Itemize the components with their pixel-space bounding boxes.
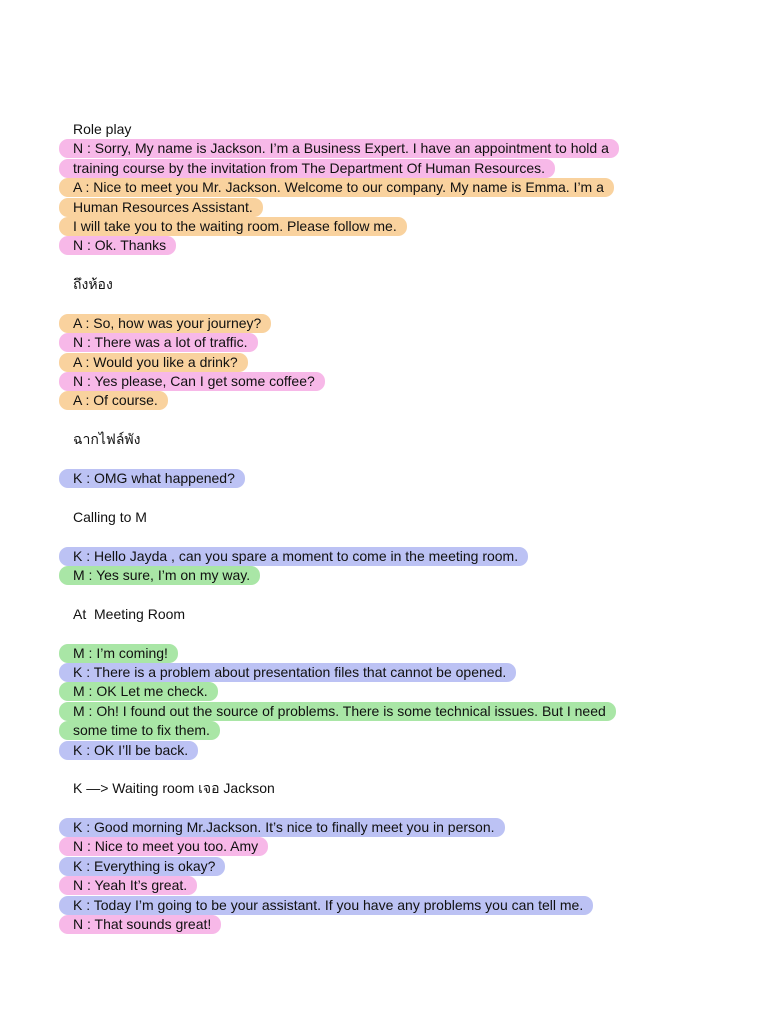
highlighted-text-speaker-m: M : OK Let me check. bbox=[59, 682, 218, 701]
highlighted-text-speaker-a: A : Would you like a drink? bbox=[59, 353, 248, 372]
scene-heading-text: Calling to M bbox=[73, 508, 147, 525]
dialogue-line bbox=[73, 217, 713, 236]
highlighted-text-speaker-a: A : So, how was your journey? bbox=[59, 314, 271, 333]
highlighted-text-speaker-n: N : Yeah It’s great. bbox=[59, 876, 197, 895]
highlighted-text-speaker-k: K : There is a problem about presentation files that cannot be opened. bbox=[59, 663, 516, 682]
dialogue-line bbox=[73, 915, 713, 934]
scene-heading-text: K —> Waiting room เจอ Jackson bbox=[73, 780, 275, 797]
highlighted-text-speaker-n: N : Yes please, Can I get some coffee? bbox=[59, 372, 325, 391]
highlighted-text-speaker-a: A : Nice to meet you Mr. Jackson. Welcome to our company. My name is Emma. I’m a bbox=[59, 178, 614, 197]
dialogue-line bbox=[73, 547, 713, 566]
scene-heading bbox=[73, 275, 713, 294]
dialogue-line bbox=[73, 314, 713, 333]
highlighted-text-speaker-m: M : Yes sure, I’m on my way. bbox=[59, 566, 260, 585]
dialogue-line bbox=[73, 837, 713, 856]
highlighted-text-speaker-n: N : That sounds great! bbox=[59, 915, 221, 934]
blank-line bbox=[73, 295, 713, 314]
highlighted-text-speaker-m: M : Oh! I found out the source of problems. There is some technical issues. But I need bbox=[59, 702, 616, 721]
dialogue-line bbox=[73, 333, 713, 352]
dialogue-line bbox=[73, 818, 713, 837]
highlighted-text-speaker-k: K : OK I’ll be back. bbox=[59, 741, 198, 760]
blank-line bbox=[73, 585, 713, 604]
dialogue-line bbox=[73, 178, 713, 197]
blank-line bbox=[73, 411, 713, 430]
dialogue-line bbox=[73, 741, 713, 760]
dialogue-line bbox=[73, 353, 713, 372]
dialogue-line bbox=[73, 139, 713, 158]
dialogue-line bbox=[73, 372, 713, 391]
role-play-script bbox=[73, 120, 713, 934]
scene-heading-text: ถึงห้อง bbox=[73, 276, 113, 293]
dialogue-line bbox=[73, 876, 713, 895]
blank-line bbox=[73, 488, 713, 507]
highlighted-text-speaker-a: Human Resources Assistant. bbox=[59, 198, 263, 217]
highlighted-text-speaker-a: A : Of course. bbox=[59, 391, 168, 410]
blank-line bbox=[73, 760, 713, 779]
blank-line bbox=[73, 624, 713, 643]
dialogue-line bbox=[73, 469, 713, 488]
dialogue-line bbox=[73, 896, 713, 915]
highlighted-text-speaker-k: K : Hello Jayda , can you spare a moment to come in the meeting room. bbox=[59, 547, 528, 566]
highlighted-text-speaker-k: K : Good morning Mr.Jackson. It’s nice to finally meet you in person. bbox=[59, 818, 505, 837]
scene-heading-text: Role play bbox=[73, 121, 132, 137]
dialogue-line bbox=[73, 391, 713, 410]
scene-heading bbox=[73, 120, 713, 139]
highlighted-text-speaker-n: N : Nice to meet you too. Amy bbox=[59, 837, 268, 856]
blank-line bbox=[73, 799, 713, 818]
dialogue-line bbox=[73, 159, 713, 178]
dialogue-line bbox=[73, 721, 713, 740]
dialogue-line bbox=[73, 857, 713, 876]
dialogue-line bbox=[73, 566, 713, 585]
highlighted-text-speaker-k: K : Everything is okay? bbox=[59, 857, 225, 876]
dialogue-line bbox=[73, 663, 713, 682]
highlighted-text-speaker-n: N : There was a lot of traffic. bbox=[59, 333, 258, 352]
highlighted-text-speaker-a: I will take you to the waiting room. Please follow me. bbox=[59, 217, 407, 236]
scene-heading bbox=[73, 605, 713, 624]
blank-line bbox=[73, 450, 713, 469]
dialogue-line bbox=[73, 702, 713, 721]
highlighted-text-speaker-n: N : Sorry, My name is Jackson. I’m a Business Expert. I have an appointment to hold a bbox=[59, 139, 619, 158]
dialogue-line bbox=[73, 682, 713, 701]
scene-heading bbox=[73, 430, 713, 449]
blank-line bbox=[73, 256, 713, 275]
dialogue-line bbox=[73, 644, 713, 663]
blank-line bbox=[73, 527, 713, 546]
highlighted-text-speaker-m: M : I’m coming! bbox=[59, 644, 178, 663]
scene-heading bbox=[73, 779, 713, 798]
scene-heading-text: ฉากไฟล์พัง bbox=[73, 431, 141, 448]
highlighted-text-speaker-k: K : Today I’m going to be your assistant. If you have any problems you can tell me. bbox=[59, 896, 593, 915]
highlighted-text-speaker-n: N : Ok. Thanks bbox=[59, 236, 176, 255]
dialogue-line bbox=[73, 198, 713, 217]
highlighted-text-speaker-k: K : OMG what happened? bbox=[59, 469, 245, 488]
scene-heading-text: At Meeting Room bbox=[73, 605, 186, 622]
highlighted-text-speaker-n: training course by the invitation from The Department Of Human Resources. bbox=[59, 159, 555, 178]
dialogue-line bbox=[73, 236, 713, 255]
highlighted-text-speaker-m: some time to fix them. bbox=[59, 721, 220, 740]
scene-heading bbox=[73, 508, 713, 527]
